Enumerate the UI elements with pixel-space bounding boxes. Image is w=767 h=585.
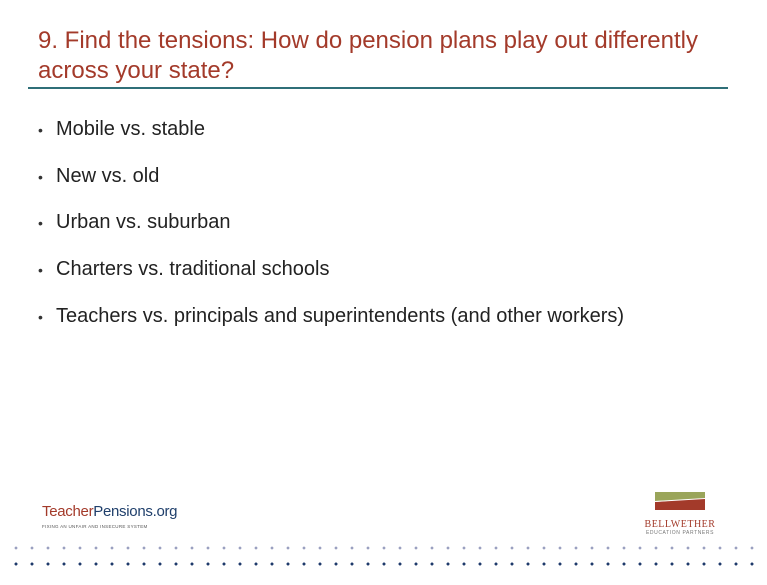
bullet-text: Urban vs. suburban bbox=[56, 211, 231, 234]
title-divider bbox=[28, 87, 728, 89]
bullet-text: New vs. old bbox=[56, 164, 160, 187]
bellwether-name: BELLWETHER bbox=[644, 519, 716, 530]
bullet-item bbox=[38, 305, 624, 352]
decorative-dots-bottom bbox=[8, 562, 763, 566]
logo-pensions-text: Pensions.org bbox=[93, 503, 178, 520]
bullet-item bbox=[38, 258, 624, 305]
decorative-dots-top bbox=[8, 546, 763, 550]
bullet-text: Teachers vs. principals and superintendents (and other workers) bbox=[56, 304, 625, 327]
bullet-text: Charters vs. traditional schools bbox=[56, 258, 330, 281]
bullet-dot-icon: • bbox=[38, 122, 43, 138]
logo-tagline: FIXING AN UNFAIR AND INSECURE SYSTEM bbox=[42, 524, 148, 529]
bullet-list bbox=[38, 118, 624, 351]
bellwether-sub: EDUCATION PARTNERS bbox=[645, 530, 715, 536]
bullet-item bbox=[38, 211, 624, 258]
bullet-dot-icon: • bbox=[38, 215, 43, 232]
bullet-dot-icon: • bbox=[38, 262, 43, 279]
teacherpensions-logo bbox=[42, 503, 212, 529]
bullet-item bbox=[38, 118, 624, 165]
bullet-text: Mobile vs. stable bbox=[56, 118, 205, 140]
bullet-item bbox=[38, 165, 624, 212]
slide-title: 9. Find the tensions: How do pension plans play out differently across your state? bbox=[38, 27, 698, 84]
bellwether-logo bbox=[640, 490, 720, 536]
bullet-dot-icon: • bbox=[38, 308, 43, 325]
bellwether-flag-icon bbox=[653, 490, 707, 512]
logo-teacher-text: Teacher bbox=[42, 503, 94, 520]
bullet-dot-icon: • bbox=[38, 168, 43, 185]
